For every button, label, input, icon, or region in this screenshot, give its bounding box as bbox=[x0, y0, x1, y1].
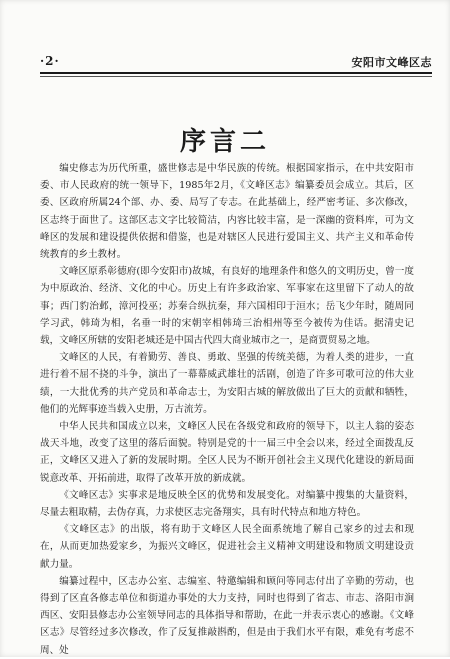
paragraph: 中华人民共和国成立以来，文峰区人民在各级党和政府的领导下，以主人翁的姿态战天斗地，改变了这里的落后面貌。特别是党的十一届三中全会以来，经过全面拨乱反正，文峰区又进入了新的发展时期。全区人民为不断开创社会主义现代化建设的新局面锐意改革、开拓前进，取得了改革开放的新成就。 bbox=[40, 421, 414, 484]
paragraph: 《文峰区志》的出版，将有助于文峰区人民全面系统地了解自己家乡的过去和现在，从而更加热爱家乡，为振兴文峰区，促进社会主义精神文明建设和物质文明建设贡献力量。 bbox=[40, 524, 414, 570]
paragraph: 编纂过程中，区志办公室、志编室、特邀编辑和顾问等同志付出了辛勤的劳动，也得到了区直各修志单位和街道办事处的大力支持，同时也得到了省志、市志、洛阳市涧西区、安阳县修志办公室领导同志的具体指导和帮助，在此一并表示衷心的感谢。《文峰区志》尽管经过多次修改，作了反复推敲斟酌，但是由于我们水平有限，难免有考虑不周、处 bbox=[40, 575, 414, 656]
body-text bbox=[40, 160, 414, 659]
section-title: 序言二 bbox=[179, 127, 270, 158]
paragraph: 《文峰区志》实事求是地反映全区的优势和发展变化。对编纂中搜集的大量资料，尽量去粗取精，去伪存真，力求使区志完备翔实，具有时代特点和地方特色。 bbox=[40, 489, 414, 519]
paragraph: 文峰区的人民，有着勤劳、善良、勇敢、坚强的传统美德，为着人类的进步，一直进行着不屈不挠的斗争，演出了一幕幕威武雄壮的活剧，创造了许多可歌可泣的伟大业绩，一大批优秀的共产党员和革命志士，为安阳古城的解放做出了巨大的贡献和牺牲，他们的光辉事迹当载入史册，万古流芳。 bbox=[40, 352, 414, 415]
page-number: ·2· bbox=[40, 54, 60, 68]
paragraph: 文峰区原系彰德府(即今安阳市)故城，有良好的地理条件和悠久的文明历史，曾一度为中原政治、经济、文化的中心。历史上有许多政治家、军事家在这里留下了动人的故事；西门豹治邺，漳河投巫；苏秦合纵抗秦，拜六国相印于洹水；岳飞少年时，随周同学习武，韩琦为相，名垂一时的宋朝宰相韩琦三治相州等至今被传为佳话。据清史记载，文峰区所辖的安阳老城还是中国古代四大商业城市之一，是商贾贸易之地。 bbox=[40, 266, 414, 347]
paragraph: 编史修志为历代所重，盛世修志是中华民族的传统。根据国家指示，在中共安阳市委、市人民政府的统一领导下，1985年2月，《文峰区志》编纂委员会成立。其后，区委、区政府所属24个部、办、委、局写了专志。在此基础上，经严密考证、多次修改，区志终于面世了。这部区志文字比较简洁，内容比较丰富，是一深幽的资料库，可为文峰区的发展和建设提供依据和借鉴，也是对辖区人民进行爱国主义、共产主义和革命传统教育的乡土教材。 bbox=[40, 163, 414, 261]
running-header-title: 安阳市文峰区志 bbox=[351, 56, 432, 69]
header-rule-thin bbox=[40, 76, 432, 77]
running-header bbox=[40, 52, 432, 74]
header-rule-thick bbox=[40, 72, 432, 74]
